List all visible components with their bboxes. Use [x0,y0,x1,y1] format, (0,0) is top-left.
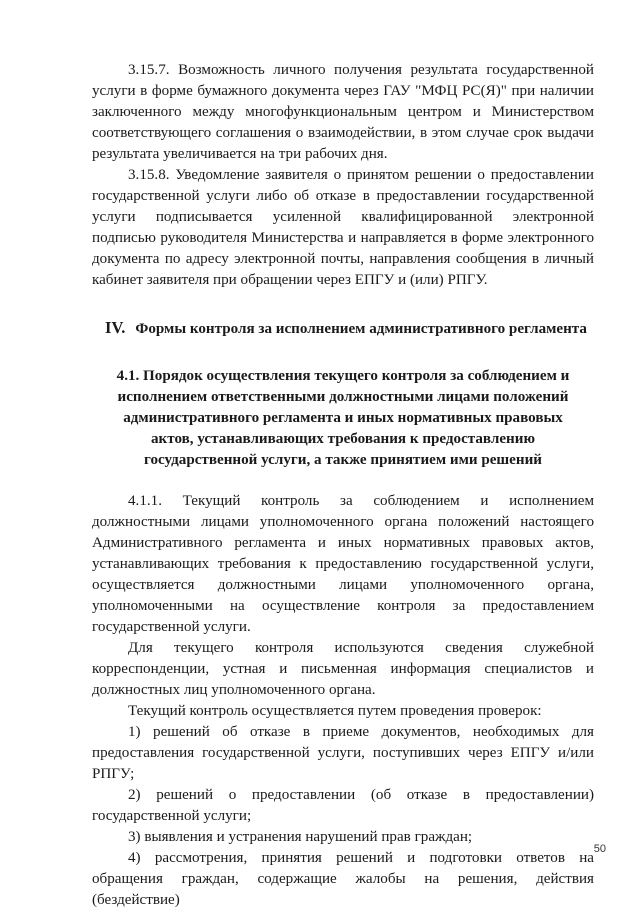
list-item-4: 4) рассмотрения, принятия решений и подготовки ответов на обращения граждан, содержащие жалобы на решения, действия (бездействие) [92,850,594,908]
page-number: 50 [593,843,606,855]
list-item-3: 3) выявления и устранения нарушений прав граждан; [128,829,473,845]
list-item-2: 2) решений о предоставлении (об отказе в предоставлении) государственной услуги; [92,787,594,824]
section-title: Формы контроля за исполнением административного регламента [135,321,587,337]
paragraph-sources: Для текущего контроля используются сведения служебной корреспонденции, устная и письменная информация специалистов и должностных лиц уполномоченного органа. [92,640,594,698]
paragraph-4-1-1: 4.1.1. Текущий контроль за соблюдением и исполнением должностными лицами уполномоченного органа положений настоящего Административного регламента и иных нормативных правовых актов, устанавливающих требования к предоставлению государственной услуги, осуществляется должностными лицами уполномоченного органа, уполномоченными на осуществление контроля за предоставлением государственной услуги. [92,493,594,635]
subsection-heading: 4.1. Порядок осуществления текущего контроля за соблюдением и исполнением ответственными должностными лицами положений административного регламента и иных нормативных правовых актов, устанавливающих требования к предоставлению государственной услуги, а также принятием ими решений [116,368,570,468]
paragraph-3-15-7: 3.15.7. Возможность личного получения результата государственной услуги в форме бумажного документа через ГАУ "МФЦ РС(Я)" при наличии заключенного между многофункциональным центром и Министерством соответствующего соглашения о взаимодействии, в этом случае срок выдачи результата увеличивается на три рабочих дня. [92,62,594,162]
paragraph-3-15-8: 3.15.8. Уведомление заявителя о принятом решении о предоставлении государственной услуги либо об отказе в предоставлении государственной услуги подписывается усиленной квалифицированной электронной подписью руководителя Министерства и направляется в форме электронного документа по адресу электронной почты, направления сообщения в личный кабинет заявителя при обращении через ЕПГУ и (или) РПГУ. [92,167,594,288]
section-number: IV. [105,318,126,337]
paragraph-checks-intro: Текущий контроль осуществляется путем проведения проверок: [128,703,542,719]
list-item-1: 1) решений об отказе в приеме документов, необходимых для предоставления государственной услуги, поступивших через ЕПГУ и/или РПГУ; [92,724,594,782]
section-heading [92,317,594,340]
